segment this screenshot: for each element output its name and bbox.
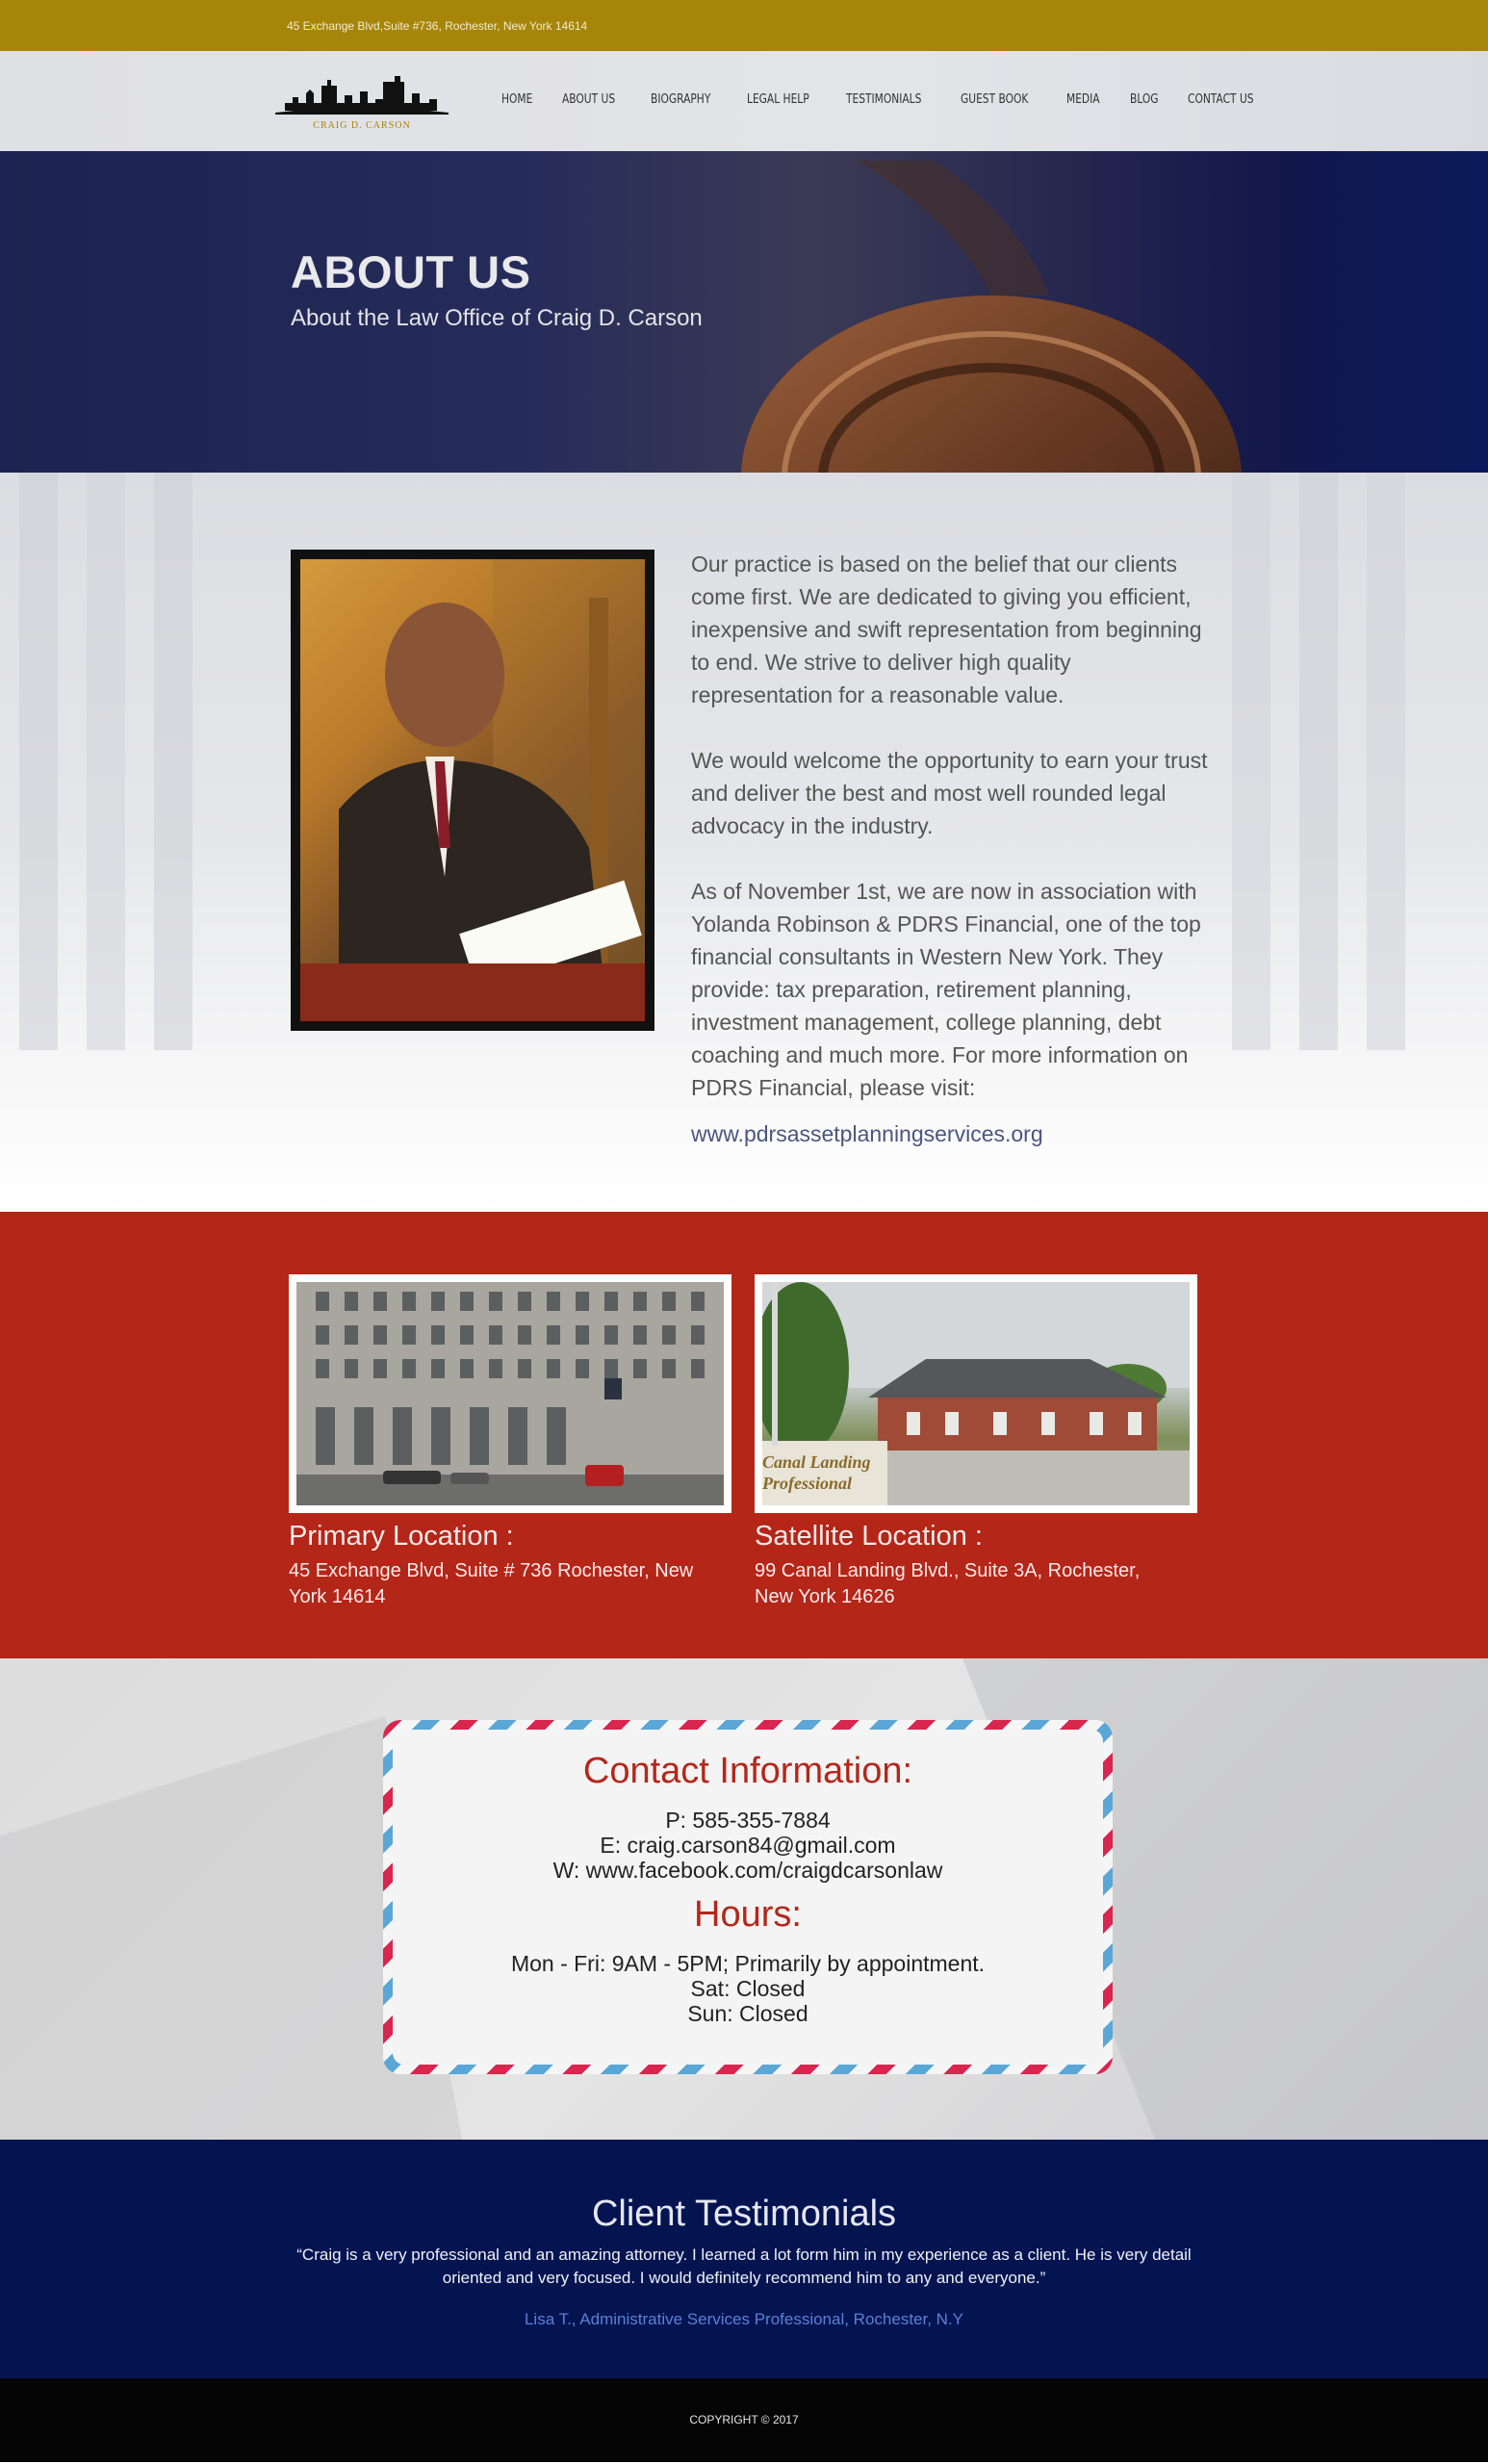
about-text xyxy=(691,548,1211,1150)
page-subtitle: About the Law Office of Craig D. Carson xyxy=(291,305,703,331)
copyright: COPYRIGHT © 2017 xyxy=(689,2413,799,2426)
pdrs-website-link[interactable]: www.pdrsassetplanningservices.org xyxy=(691,1121,1043,1146)
nav-guest-book[interactable]: GUEST BOOK xyxy=(961,92,1029,107)
testimonials-section xyxy=(0,2140,1488,2378)
satellite-sign-text: Canal Landing Professional xyxy=(762,1452,871,1493)
header-address: 45 Exchange Blvd,Suite #736, Rochester, New York 14614 xyxy=(287,19,588,33)
contact-section xyxy=(0,1658,1488,2140)
locations-section xyxy=(0,1212,1488,1658)
hours-weekdays: Mon - Fri: 9AM - 5PM; Primarily by appointment. xyxy=(510,1951,986,1976)
contact-phone[interactable]: P: 585-355-7884 xyxy=(665,1808,831,1833)
hero-banner xyxy=(0,151,1488,473)
about-paragraph-2: We would welcome the opportunity to earn your trust and deliver the best and most well rounded legal advocacy in the industry. xyxy=(691,748,1208,838)
logo-text: CRAIG D. CARSON xyxy=(313,120,411,131)
primary-location-title: Primary Location : xyxy=(289,1521,514,1552)
contact-email[interactable]: E: craig.carson84@gmail.com xyxy=(600,1833,896,1858)
nav-legal-help[interactable]: LEGAL HELP xyxy=(746,92,809,107)
about-section xyxy=(0,473,1488,1212)
about-paragraph-3: As of November 1st, we are now in association with Yolanda Robinson & PDRS Financial, one of the top financial consultants in Western New York. They provide: tax preparation, retirement planning, investment management, college planning, debt coaching and much more. For more information on PDRS Financial, please visit: xyxy=(691,879,1201,1100)
skyline-logo-icon xyxy=(275,74,449,115)
office-building-image xyxy=(296,1282,724,1505)
satellite-location-photo xyxy=(755,1274,1197,1513)
contact-title: Contact Information: xyxy=(582,1751,913,1791)
primary-location-photo xyxy=(289,1274,731,1513)
about-paragraph-1: Our practice is based on the belief that our clients come first. We are dedicated to giving you efficient, inexpensive and swift representation from beginning to end. We strive to deliver high quality representation for a reasonable value. xyxy=(691,552,1202,707)
nav-biography[interactable]: BIOGRAPHY xyxy=(650,92,710,107)
site-logo[interactable] xyxy=(266,61,458,141)
nav-about-us[interactable]: ABOUT US xyxy=(562,92,616,107)
nav-contact-us[interactable]: CONTACT US xyxy=(1188,92,1254,107)
nav-home[interactable]: HOME xyxy=(501,92,533,107)
satellite-location-address: 99 Canal Landing Blvd., Suite 3A, Rochester, New York 14626 xyxy=(755,1560,1141,1607)
testimonial-quote: “Craig is a very professional and an amazing attorney. I learned a lot form him in my experience as a client. He is very detail oriented and very focused. I would definitely recommend him to any and everyone.” xyxy=(296,2246,1192,2287)
primary-location xyxy=(289,1274,731,1610)
contact-card xyxy=(383,1720,1113,2074)
hours-sunday: Sun: Closed xyxy=(687,2001,808,2026)
hours-saturday: Sat: Closed xyxy=(690,1976,806,2001)
nav-blog[interactable]: BLOG xyxy=(1130,92,1159,107)
attorney-portrait-image xyxy=(300,559,645,1021)
top-bar xyxy=(0,0,1488,51)
navbar xyxy=(0,51,1488,151)
testimonials-title: Client Testimonials xyxy=(591,2194,897,2234)
attorney-photo xyxy=(291,550,654,1031)
satellite-location xyxy=(755,1274,1197,1610)
nav-testimonials[interactable]: TESTIMONIALS xyxy=(845,92,921,107)
contact-web[interactable]: W: www.facebook.com/craigdcarsonlaw xyxy=(552,1858,943,1883)
hours-title: Hours: xyxy=(694,1894,802,1935)
page-title: ABOUT US xyxy=(291,246,531,297)
gavel-image xyxy=(703,161,1319,473)
primary-location-address: 45 Exchange Blvd, Suite # 736 Rochester, New York 14614 xyxy=(289,1560,694,1607)
satellite-location-title: Satellite Location : xyxy=(755,1521,983,1552)
testimonial-author: Lisa T., Administrative Services Professional, Rochester, N.Y xyxy=(524,2310,964,2328)
main-nav xyxy=(501,92,1292,107)
nav-media[interactable]: MEDIA xyxy=(1065,92,1100,107)
footer xyxy=(0,2378,1488,2462)
